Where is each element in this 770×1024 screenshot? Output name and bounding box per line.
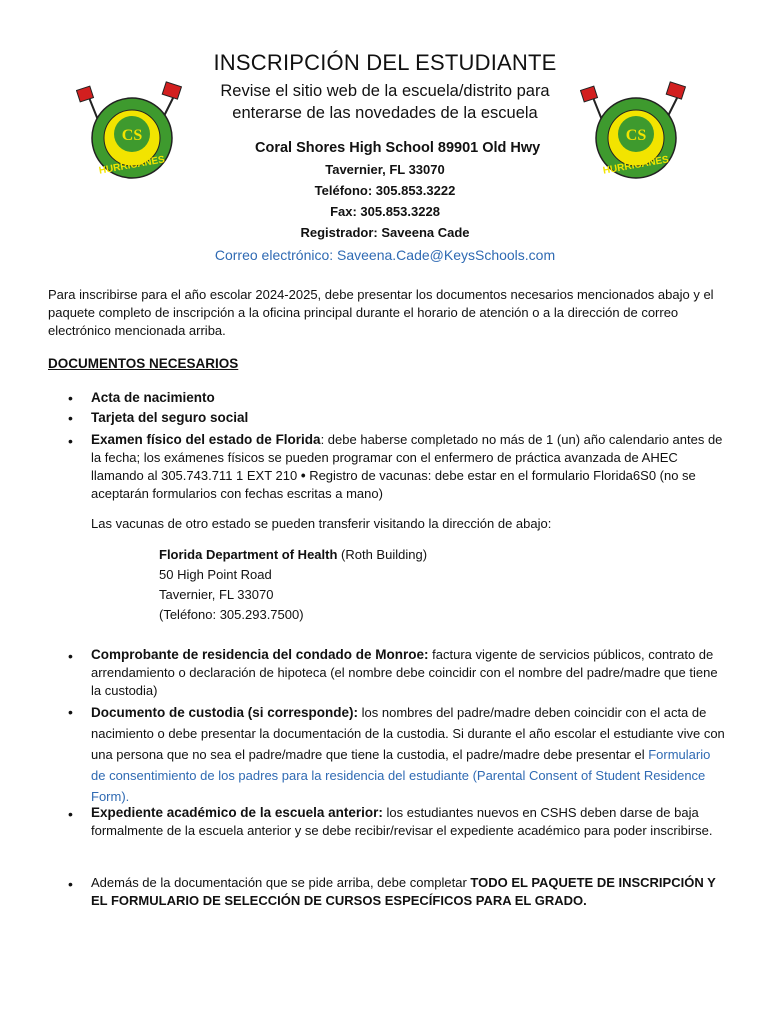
health-dept-name: [159, 545, 427, 565]
registrar-email-link[interactable]: Correo electrónico: Saveena.Cade@KeysSchools.com: [214, 247, 556, 263]
list-item-residence-proof: [91, 646, 727, 700]
school-fax: Fax: 305.853.3228: [330, 204, 440, 219]
item-title: Documento de custodia (si corresponde):: [91, 705, 359, 720]
health-dept-street: 50 High Point Road: [159, 567, 272, 582]
parental-consent-form-link[interactable]: Formulario de consentimiento de los padres para la residencia del estudiante (Parental Consent of Student Residence Form).: [91, 747, 711, 804]
health-dept-phone: (Teléfono: 305.293.7500): [159, 607, 304, 622]
bullet-icon: •: [68, 390, 73, 406]
bullet-icon: •: [68, 648, 73, 664]
bullet-icon: •: [68, 410, 73, 426]
health-dept-city: Tavernier, FL 33070: [159, 587, 274, 602]
item-title: Examen físico del estado de Florida: [91, 432, 321, 447]
intro-paragraph: Para inscribirse para el año escolar 2024-2025, debe presentar los documentos necesarios mencionados abajo y el paquete completo de inscripción a la oficina principal durante el horario de atención o a la dirección de correo electrónico mencionada arriba.: [48, 287, 714, 338]
item-title: Acta de nacimiento: [91, 390, 215, 405]
list-item-physical-exam: [91, 431, 727, 503]
subtitle-line-2: enterarse de las novedades de la escuela: [232, 104, 538, 122]
item-text-vaccines: Registro de vacunas: debe estar en el formulario Florida6S0 (no se aceptarán formularios con fechas escritas a mano): [91, 468, 696, 501]
bullet-icon: •: [68, 704, 73, 720]
list-item-academic-record: [91, 804, 727, 840]
item-emphasis: TODO EL PAQUETE DE INSCRIPCIÓN Y EL FORMULARIO DE SELECCIÓN DE CURSOS ESPECÍFICOS PARA EL GRADO.: [91, 875, 716, 908]
registrar-name: Registrador: Saveena Cade: [300, 225, 470, 240]
list-item-birth-certificate: [91, 389, 727, 407]
item-title: Tarjeta del seguro social: [91, 410, 249, 425]
bullet-icon: •: [68, 876, 73, 892]
subtitle-line-1: Revise el sitio web de la escuela/distrito para: [220, 82, 550, 100]
school-name-address: Coral Shores High School 89901 Old Hwy: [255, 140, 541, 156]
inline-bullet-icon: •: [300, 468, 306, 483]
health-dept-building: (Roth Building): [337, 547, 428, 562]
item-title: Comprobante de residencia del condado de Monroe:: [91, 647, 429, 662]
logo-initials: CS: [625, 127, 647, 144]
logo-text: HURRICANES: [602, 154, 670, 177]
item-text: : debe haberse completado no más de 1 (un) año calendario antes de la fecha; los exámenes físicos se pueden programar con el enfermero de práctica avanzada de AHEC llamando al 305.743.711 1 EXT 210: [91, 432, 723, 483]
school-city: Tavernier, FL 33070: [325, 162, 445, 177]
section-title: DOCUMENTOS NECESARIOS: [48, 356, 239, 371]
list-item-custody-document: [91, 702, 727, 807]
item-text: los estudiantes nuevos en CSHS deben darse de baja formalmente de la escuela anterior y se debe recibir/revisar el expediente académico para poder inscribirse.: [91, 805, 713, 838]
bullet-icon: •: [68, 433, 73, 449]
logo-flag-left-icon: [76, 86, 98, 120]
list-item-social-security: [91, 409, 727, 427]
logo-initials: CS: [121, 127, 143, 144]
item-text: Además de la documentación que se pide arriba, debe completar: [91, 875, 471, 890]
item-text: los nombres del padre/madre deben coincidir con el acta de nacimiento o debe presentar la documentación de la custodia. Si durante el año escolar el estudiante vive con una persona que no sea el padre/madre que tiene la custodia, el padre/madre debe presentar el: [91, 705, 725, 762]
page-title: INSCRIPCIÓN DEL ESTUDIANTE: [213, 50, 557, 75]
bullet-icon: •: [68, 806, 73, 822]
health-dept-title: Florida Department of Health: [159, 547, 338, 562]
page-subtitle: [150, 80, 620, 124]
list-item-enrollment-packet: [91, 874, 727, 910]
item-title: Expediente académico de la escuela anterior:: [91, 805, 383, 820]
school-phone: Teléfono: 305.853.3222: [314, 183, 456, 198]
logo-text: HURRICANES: [98, 154, 166, 177]
item-text: factura vigente de servicios públicos, contrato de arrendamiento o declaración de hipoteca (el nombre debe coincidir con el nombre del padre/madre que tiene la custodia): [91, 647, 718, 698]
vaccine-transfer-note: Las vacunas de otro estado se pueden transferir visitando la dirección de abajo:: [91, 516, 552, 531]
